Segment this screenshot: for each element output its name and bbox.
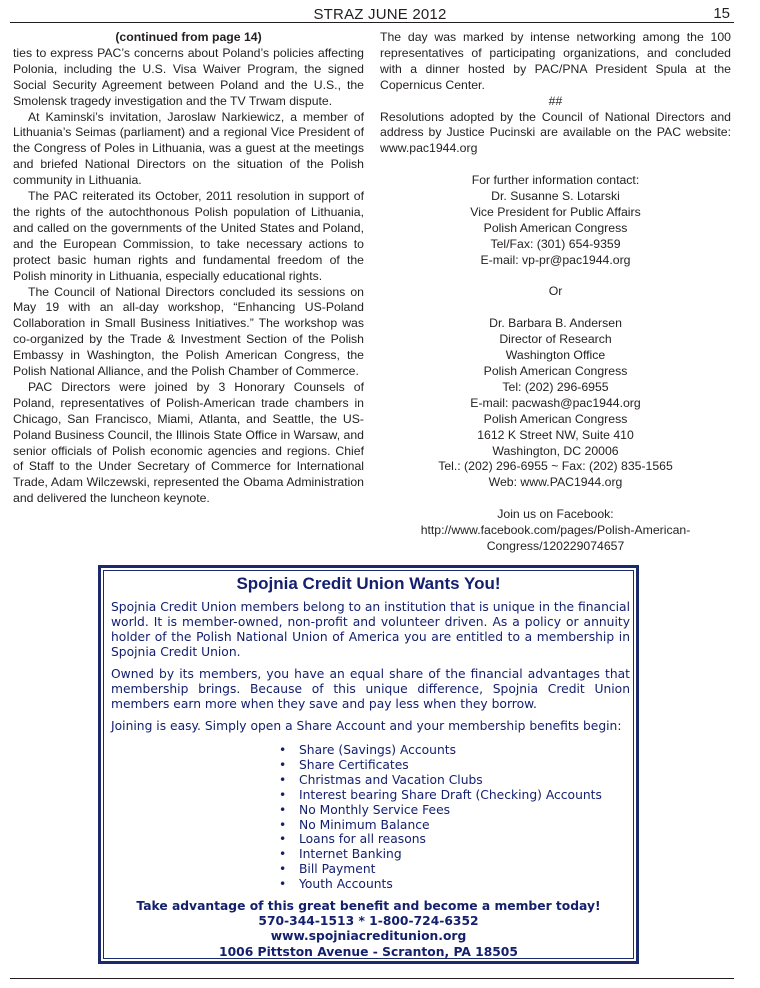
list-item: • Interest bearing Share Draft (Checking) Accounts: [279, 788, 636, 803]
page-number: 15: [713, 5, 730, 22]
article-paragraph: Resolutions adopted by the Council of National Directors and address by Justice Pucinski are available on the PAC website: www.pac1944.org: [380, 109, 731, 156]
cta-address: 1006 Pittston Avenue - Scranton, PA 18505: [219, 944, 518, 959]
ad-paragraph: Joining is easy. Simply open a Share Account and your membership benefits begin:: [111, 719, 622, 733]
article-paragraph: At Kaminski’s invitation, Jaroslaw Narkiewicz, a member of Lithuania’s Seimas (parliament) and a regional Vice President of the Congress of Poles in Lithuania, was a guest at the meetings and briefed National Directors on the situation of the Polish community in Lithuania.: [13, 109, 364, 188]
contact-web: Web: www.PAC1944.org: [488, 475, 623, 490]
contact-name: Dr. Barbara B. Andersen: [489, 316, 622, 331]
credit-union-ad: [98, 565, 639, 964]
publication-title: STRAZ JUNE 2012: [313, 6, 447, 23]
or-label: Or: [548, 284, 563, 299]
cta-website[interactable]: www.spojniacreditunion.org: [270, 929, 467, 944]
contact-org: Polish American Congress: [483, 220, 628, 235]
benefits-list: [101, 743, 636, 892]
section-separator: ##: [548, 93, 563, 108]
ad-body: [101, 600, 636, 734]
facebook-block: [380, 507, 731, 555]
list-item: • Bill Payment: [279, 862, 636, 877]
contact-telfax: Tel.: (202) 296-6955 ~ Fax: (202) 835-1565: [438, 459, 673, 474]
contact-phone: Tel/Fax: (301) 654-9359: [490, 236, 621, 251]
article-paragraph: The Council of National Directors concluded its sessions on May 19 with an all-day workshop, “Enhancing US-Poland Collaboration in Small Business Initiatives.” The workshop was co-organized by the Trade & Investment Section of the Polish Embassy in Washington, the Polish American Congress, the Polish National Alliance, and the Polish Chamber of Commerce.: [13, 284, 364, 379]
right-column: [380, 30, 731, 555]
contact-email: E-mail: vp-pr@pac1944.org: [480, 252, 631, 267]
contact-org: Polish American Congress: [483, 411, 628, 426]
left-column: [13, 30, 364, 507]
footer-divider: [10, 978, 734, 979]
list-item: • Internet Banking: [279, 847, 636, 862]
contact-heading: For further information contact:: [471, 173, 640, 188]
ad-call-to-action: [101, 899, 636, 960]
contact-office: Washington Office: [505, 348, 606, 363]
contact-name: Dr. Susanne S. Lotarski: [491, 189, 620, 204]
list-item: • Christmas and Vacation Clubs: [279, 773, 636, 788]
contact-block-primary: [380, 173, 731, 268]
contact-block-secondary: [380, 316, 731, 491]
cta-phones[interactable]: 570-344-1513 * 1-800-724-6352: [258, 914, 479, 929]
contact-title: Director of Research: [499, 332, 612, 347]
cta-headline: Take advantage of this great benefit and become a member today!: [136, 899, 601, 914]
facebook-heading: Join us on Facebook:: [497, 507, 614, 522]
contact-city: Washington, DC 20006: [492, 443, 619, 458]
article-paragraph: ties to express PAC’s concerns about Poland’s policies affecting Polonia, including the U.S. Visa Waiver Program, the signed Social Security Agreement between Poland and the U.S., the Smolensk tragedy investigation and the TV Trwam dispute.: [13, 45, 364, 108]
list-item: • Share (Savings) Accounts: [279, 743, 636, 758]
contact-phone: Tel: (202) 296-6955: [502, 379, 609, 394]
article-paragraph: The day was marked by intense networking among the 100 representatives of participating organizations, and concluded with a dinner hosted by PAC/PNA President Spula at the Copernicus Center.: [380, 30, 731, 92]
list-item: • Youth Accounts: [279, 877, 636, 892]
continued-label: (continued from page 14): [115, 30, 262, 44]
ad-title: Spojnia Credit Union Wants You!: [236, 574, 501, 593]
article-paragraph: PAC Directors were joined by 3 Honorary Counsels of Poland, representatives of Polish-American trade chambers in Chicago, San Francisco, Miami, Atlanta, and Seattle, the US-Poland Business Council, the Illinois State Office in Warsaw, and senior officials of Polish economic agencies and regions. Chief of Staff to the Under Secretary of Commerce for International Trade, Adam Wilczewski, represented the Obama Administration and delivered the luncheon keynote.: [13, 379, 364, 506]
article-paragraph: The PAC reiterated its October, 2011 resolution in support of the rights of the autochthonous Polish population of Lithuania, and called on the governments of the United States and Poland, and the European Commission, to take necessary actions to protect basic human rights and fundamental freedom of the Polish minority in Lithuania, especially educational rights.: [13, 189, 364, 283]
header-divider: [10, 22, 734, 23]
list-item: • No Monthly Service Fees: [279, 803, 636, 818]
contact-street: 1612 K Street NW, Suite 410: [477, 427, 634, 442]
list-item: • No Minimum Balance: [279, 818, 636, 833]
list-item: • Loans for all reasons: [279, 832, 636, 847]
contact-email: E-mail: pacwash@pac1944.org: [470, 395, 641, 410]
contact-org: Polish American Congress: [483, 363, 628, 378]
facebook-link[interactable]: http://www.facebook.com/pages/Polish-American-Congress/120229074657: [420, 523, 691, 553]
list-item: • Share Certificates: [279, 758, 636, 773]
ad-paragraph: Spojnia Credit Union members belong to an institution that is unique in the financial world. It is member-owned, non-profit and volunteer driven. As a policy or annuity holder of the Polish National Union of America you are entitled to a membership in Spojnia Credit Union.: [111, 600, 630, 659]
contact-title: Vice President for Public Affairs: [470, 204, 641, 219]
ad-paragraph: Owned by its members, you have an equal share of the financial advantages that membership brings. Because of this unique difference, Spojnia Credit Union members earn more when they save and pay less when they borrow.: [111, 667, 630, 711]
